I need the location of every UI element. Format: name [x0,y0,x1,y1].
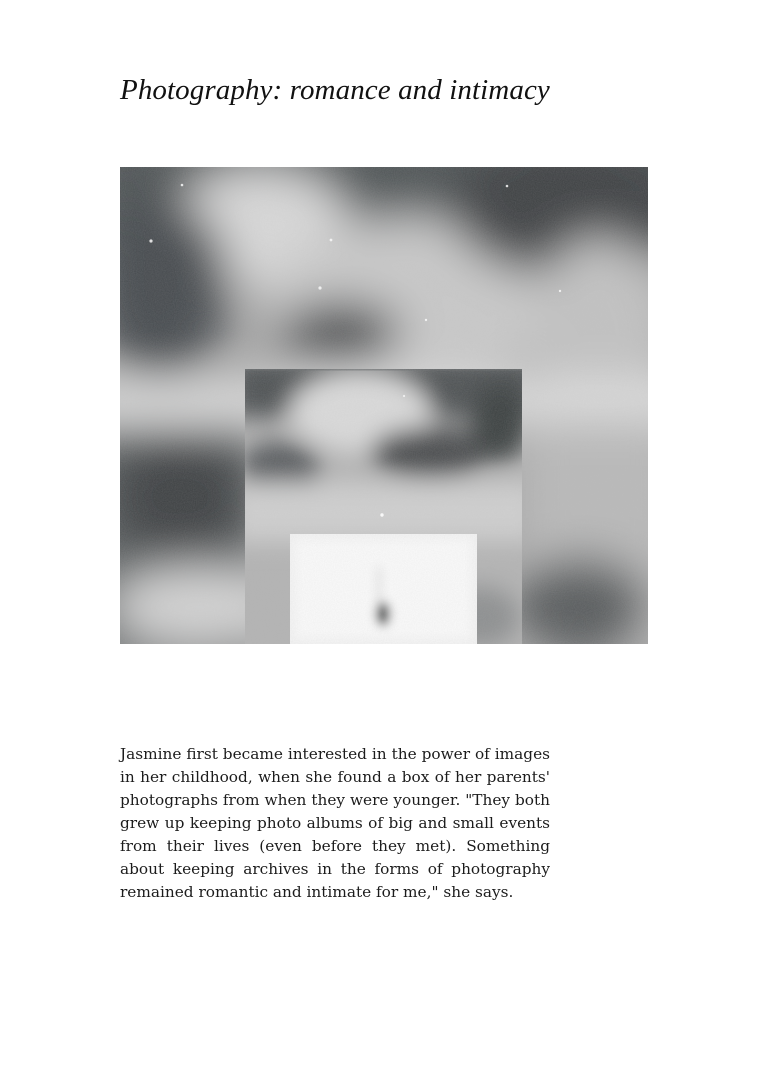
blurred-photo-collage [120,167,648,644]
article-body: Jasmine first became interested in the power of images in her childhood, when she found a box of her parents' photographs from when they were younger. "They both grew up keeping photo albums of big and small events from their lives (even before they met). Something about keeping archives in the forms of photography remained romantic and intimate for me," she says. [120,745,550,901]
article-title: Photography: romance and intimacy [120,74,550,106]
